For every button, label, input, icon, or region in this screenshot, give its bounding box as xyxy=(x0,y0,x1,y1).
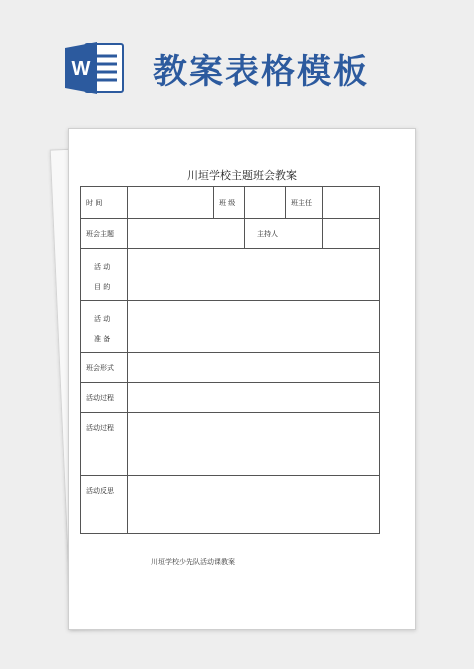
time-label: 时 间 xyxy=(81,187,128,219)
purpose-label xyxy=(81,249,128,301)
footer-note: 川垣学校少先队活动课教案 xyxy=(151,558,235,566)
time-value-cell xyxy=(128,187,214,219)
class-label: 班 级 xyxy=(214,187,245,219)
process-label-2: 活动过程 xyxy=(81,413,128,476)
prep-label-line2: 准 备 xyxy=(94,335,111,343)
form-label: 班会形式 xyxy=(81,353,128,383)
class-value-cell xyxy=(245,187,286,219)
header-title: 教案表格模板 xyxy=(153,52,369,92)
document-title: 川垣学校主题班会教案 xyxy=(187,169,297,182)
word-logo-icon xyxy=(63,40,125,96)
prep-label-line1: 活 动 xyxy=(94,315,111,323)
purpose-label-line2: 目 的 xyxy=(94,283,111,291)
lesson-plan-table xyxy=(80,186,380,534)
purpose-label-line1: 活 动 xyxy=(94,263,111,271)
topic-label: 班会主题 xyxy=(81,219,128,249)
reflection-value-cell xyxy=(128,476,380,534)
prep-value-cell xyxy=(128,301,380,353)
process-value-cell-1 xyxy=(128,383,380,413)
process-value-cell-2 xyxy=(128,413,380,476)
prep-label xyxy=(81,301,128,353)
word-logo-letter: W xyxy=(71,58,91,80)
teacher-label: 班主任 xyxy=(286,187,323,219)
page-header xyxy=(0,0,474,130)
reflection-label: 活动反思 xyxy=(81,476,128,534)
purpose-value-cell xyxy=(128,249,380,301)
form-value-cell xyxy=(128,353,380,383)
host-label: 主持人 xyxy=(245,219,323,249)
topic-value-cell xyxy=(128,219,245,249)
teacher-value-cell xyxy=(323,187,380,219)
process-label-1: 活动过程 xyxy=(81,383,128,413)
document-page xyxy=(68,128,416,630)
host-value-cell xyxy=(323,219,380,249)
